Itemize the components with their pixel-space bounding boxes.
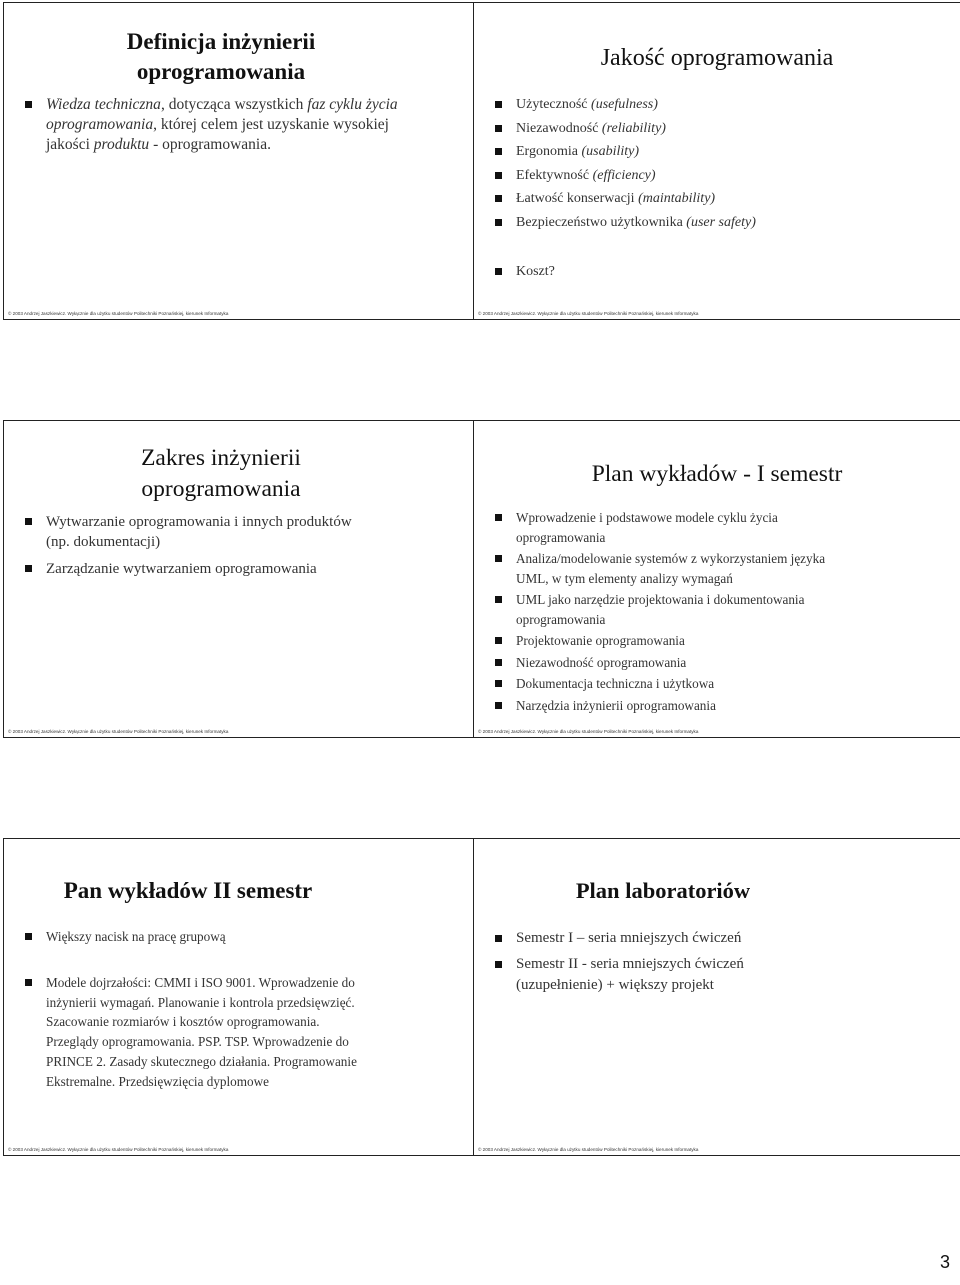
- slide-title: Plan wykładów - I semestr: [591, 461, 843, 487]
- bullet-list: [22, 927, 370, 1092]
- slide-jakosc: [473, 2, 960, 320]
- text-segment: faz cyklu życia oprogramowania: [46, 96, 398, 133]
- item-text: Ergonomia: [516, 144, 578, 159]
- list-item: [492, 631, 852, 651]
- list-item: [22, 95, 402, 155]
- square-bullet-icon: [25, 979, 32, 986]
- square-bullet-icon: [495, 219, 502, 226]
- text-segment: - oprogramowania.: [149, 136, 271, 153]
- list-item: [492, 93, 932, 117]
- square-bullet-icon: [25, 518, 32, 525]
- bullet-list: [22, 512, 372, 579]
- item-note: (usability): [581, 144, 640, 159]
- square-bullet-icon: [495, 172, 502, 179]
- slide-title: Plan laboratoriów: [575, 878, 751, 903]
- slide-footer: © 2003 Andrzej Jaszkiewicz. Wyłącznie dla użytku studentów Politechniki Poznańskiej, kierunek Informatyka: [8, 311, 229, 316]
- item-text: Projektowanie oprogramowania: [516, 633, 685, 648]
- slide-plan-ii-semestr: [3, 838, 491, 1156]
- item-text: Zarządzanie wytwarzaniem oprogramowania: [46, 561, 317, 577]
- item-text: Dokumentacja techniczna i użytkowa: [516, 676, 715, 691]
- square-bullet-icon: [495, 148, 502, 155]
- slide-title: Zakres inżynierii oprogramowania: [141, 445, 301, 502]
- item-text: Niezawodność: [516, 120, 599, 136]
- list-item: [492, 954, 832, 996]
- item-text: Analiza/modelowanie systemów z wykorzystaniem języka UML, w tym elementy analizy wymagań: [516, 551, 826, 586]
- bullet-list: [492, 508, 852, 715]
- item-text: UML jako narzędzie projektowania i dokumentowania oprogramowania: [516, 592, 805, 627]
- item-text: Bezpieczeństwo użytkownika: [516, 214, 683, 230]
- square-bullet-icon: [25, 565, 32, 572]
- square-bullet-icon: [495, 935, 502, 942]
- list-item: [492, 140, 932, 164]
- list-item: [492, 674, 852, 694]
- square-bullet-icon: [495, 659, 502, 666]
- item-text: Semestr I – seria mniejszych ćwiczeń: [516, 930, 742, 946]
- bullet-list: [22, 95, 402, 155]
- item-text: Użyteczność: [516, 97, 588, 112]
- item-text: Wytwarzanie oprogramowania i innych produktów (np. dokumentacji): [46, 514, 352, 550]
- list-item: [492, 164, 932, 188]
- item-note: (reliability): [601, 120, 666, 136]
- item-note: (user safety): [686, 214, 756, 230]
- item-text: Semestr II - seria mniejszych ćwiczeń (uzupełnienie) + większy projekt: [516, 956, 744, 993]
- list-item: [492, 260, 932, 284]
- list-item: [492, 696, 852, 716]
- item-text: Koszt?: [516, 264, 555, 279]
- list-item: [492, 117, 932, 141]
- square-bullet-icon: [495, 555, 502, 562]
- bullet-list: [492, 928, 832, 996]
- square-bullet-icon: [495, 268, 502, 275]
- square-bullet-icon: [495, 125, 502, 132]
- list-item: [492, 653, 852, 673]
- item-text: Narzędzia inżynierii oprogramowania: [516, 697, 716, 713]
- list-item: [22, 927, 370, 947]
- square-bullet-icon: [495, 514, 502, 521]
- list-item: [492, 549, 852, 588]
- text-segment: Wiedza techniczna: [46, 96, 161, 113]
- slide-plan-i-semestr: [473, 420, 960, 738]
- item-text: Łatwość konserwacji: [516, 191, 635, 206]
- bullet-list: [492, 93, 932, 284]
- slide-footer: © 2003 Andrzej Jaszkiewicz. Wyłącznie dla użytku studentów Politechniki Poznańskiej, kierunek Informatyka: [478, 729, 699, 734]
- slide-footer: © 2003 Andrzej Jaszkiewicz. Wyłącznie dla użytku studentów Politechniki Poznańskiej, kierunek Informatyka: [478, 1147, 699, 1152]
- item-text: Większy nacisk na pracę grupową: [46, 929, 226, 944]
- list-item: [492, 928, 832, 949]
- slide-footer: © 2003 Andrzej Jaszkiewicz. Wyłącznie dla użytku studentów Politechniki Poznańskiej, kierunek Informatyka: [8, 729, 229, 734]
- list-item: [22, 973, 370, 1092]
- item-text: Wprowadzenie i podstawowe modele cyklu życia oprogramowania: [516, 510, 778, 545]
- square-bullet-icon: [495, 637, 502, 644]
- square-bullet-icon: [495, 195, 502, 202]
- square-bullet-icon: [495, 702, 502, 709]
- item-text: Niezawodność oprogramowania: [516, 654, 687, 670]
- list-item: [22, 512, 372, 552]
- item-note: (efficiency): [592, 167, 656, 183]
- square-bullet-icon: [495, 680, 502, 687]
- item-note: (maintability): [638, 191, 716, 206]
- slide-definicja: [3, 2, 491, 320]
- slide-zakres: [3, 420, 491, 738]
- square-bullet-icon: [495, 961, 502, 968]
- item-text: Modele dojrzałości: CMMI i ISO 9001. Wprowadzenie do inżynierii wymagań. Planowanie i kontrola przedsięwzięć. Szacowanie rozmiarów i kosztów oprogramowania. Przeglądy oprogramowania. PSP. TSP. Wprowadzenie do PRINCE 2. Zasady skutecznego działania. Programowanie Ekstremalne. Przedsięwzięcia dyplomowe: [46, 974, 357, 1089]
- square-bullet-icon: [25, 933, 32, 940]
- list-item: [492, 590, 852, 629]
- text-segment: , dotycząca wszystkich: [160, 96, 308, 113]
- slide-title: Definicja inżynierii oprogramowania: [126, 29, 316, 84]
- page-number: 3: [939, 1252, 950, 1272]
- slide-title: Jakość oprogramowania: [600, 45, 834, 71]
- text-segment: , której celem jest uzyskanie wysokiej jakości: [46, 116, 389, 153]
- slide-footer: © 2003 Andrzej Jaszkiewicz. Wyłącznie dla użytku studentów Politechniki Poznańskiej, kierunek Informatyka: [478, 311, 699, 316]
- slide-footer: © 2003 Andrzej Jaszkiewicz. Wyłącznie dla użytku studentów Politechniki Poznańskiej, kierunek Informatyka: [8, 1147, 229, 1152]
- slide-plan-laboratoriow: [473, 838, 960, 1156]
- list-item: [492, 508, 852, 547]
- square-bullet-icon: [495, 101, 502, 108]
- square-bullet-icon: [25, 101, 32, 108]
- list-item: [492, 211, 932, 235]
- square-bullet-icon: [495, 596, 502, 603]
- list-item: [492, 187, 932, 211]
- text-segment: produktu: [93, 136, 150, 153]
- slide-title: Pan wykładów II semestr: [63, 878, 313, 903]
- item-text: Efektywność: [516, 167, 590, 183]
- list-item: [22, 559, 372, 579]
- item-note: (usefulness): [591, 97, 658, 112]
